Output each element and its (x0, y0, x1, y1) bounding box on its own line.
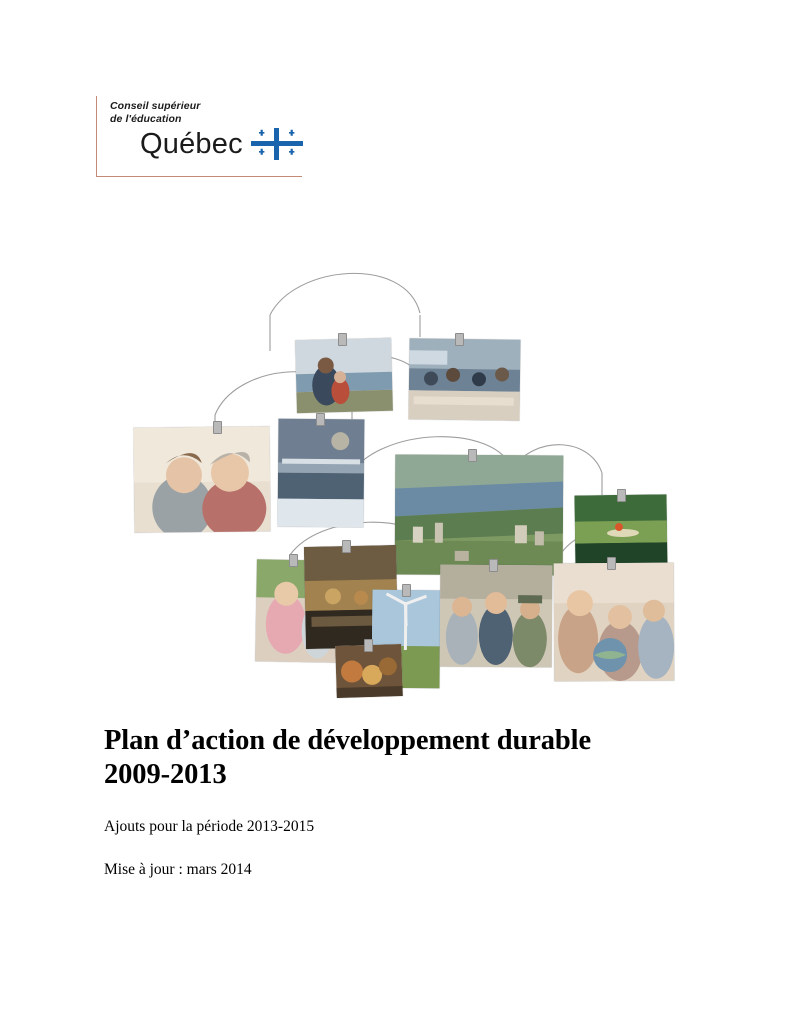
logo-wordmark: Québec (140, 128, 243, 160)
clip-icon (342, 540, 351, 553)
list-item (395, 455, 564, 576)
list-item (278, 419, 365, 528)
quebec-flag-icon (251, 128, 303, 160)
photo-mobile-collage (120, 255, 690, 715)
page-title (104, 724, 704, 792)
clip-icon (316, 413, 325, 426)
logo-council-line2: de l'éducation (110, 113, 182, 125)
list-item (335, 644, 403, 698)
clip-icon (289, 554, 298, 567)
list-item (554, 563, 675, 682)
quebec-logo (96, 92, 302, 180)
clip-icon (468, 449, 477, 462)
page-title-line2: 2009-2013 (104, 759, 227, 790)
logo-council-text (110, 100, 200, 126)
list-item (133, 426, 270, 532)
clip-icon (489, 559, 498, 572)
clip-icon (402, 584, 411, 597)
clip-icon (364, 639, 373, 652)
clip-icon (455, 333, 464, 346)
clip-icon (338, 333, 347, 346)
page-title-line1: Plan d’action de développement durable (104, 725, 592, 756)
clip-icon (213, 421, 222, 434)
logo-council-line1: Conseil supérieur (110, 100, 201, 112)
list-item (408, 338, 520, 421)
title-block (104, 724, 704, 879)
clip-icon (617, 489, 626, 502)
clip-icon (607, 557, 616, 570)
logo-rule-left (96, 96, 97, 176)
list-item (574, 494, 667, 570)
list-item (440, 565, 553, 668)
page-subtitle: Ajouts pour la période 2013-2015 (104, 818, 315, 835)
page-update-date: Mise à jour : mars 2014 (104, 861, 252, 878)
logo-rule-bottom (96, 176, 302, 177)
list-item (295, 338, 393, 413)
